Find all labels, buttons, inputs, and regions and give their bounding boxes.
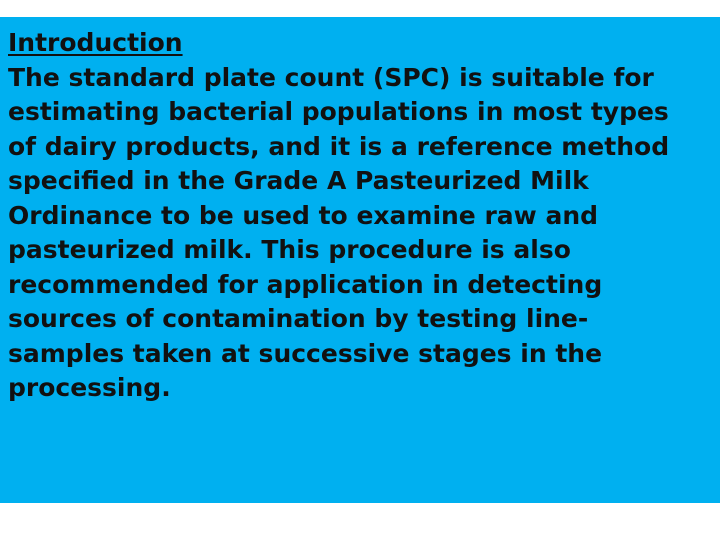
paragraph-line: samples taken at successive stages in the bbox=[8, 338, 603, 368]
paragraph-line: specified in the Grade A Pasteurized Milk bbox=[8, 166, 589, 195]
paragraph-line: recommended for application in detecting bbox=[8, 269, 603, 299]
paragraph-line: processing. bbox=[8, 373, 171, 402]
paragraph-line: of dairy products, and it is a reference method bbox=[8, 131, 670, 161]
paragraph-line: estimating bacterial populations in most types bbox=[8, 97, 669, 126]
body-paragraph bbox=[8, 61, 716, 406]
paragraph-line: pasteurized milk. This procedure is also bbox=[8, 235, 571, 264]
section-heading: Introduction bbox=[8, 28, 183, 57]
slide-content bbox=[8, 26, 716, 406]
blue-text-box bbox=[0, 17, 720, 503]
paragraph-line: Ordinance to be used to examine raw and bbox=[8, 200, 599, 230]
paragraph-line: The standard plate count (SPC) is suitable for bbox=[8, 62, 654, 92]
paragraph-line: sources of contamination by testing line- bbox=[8, 304, 589, 333]
